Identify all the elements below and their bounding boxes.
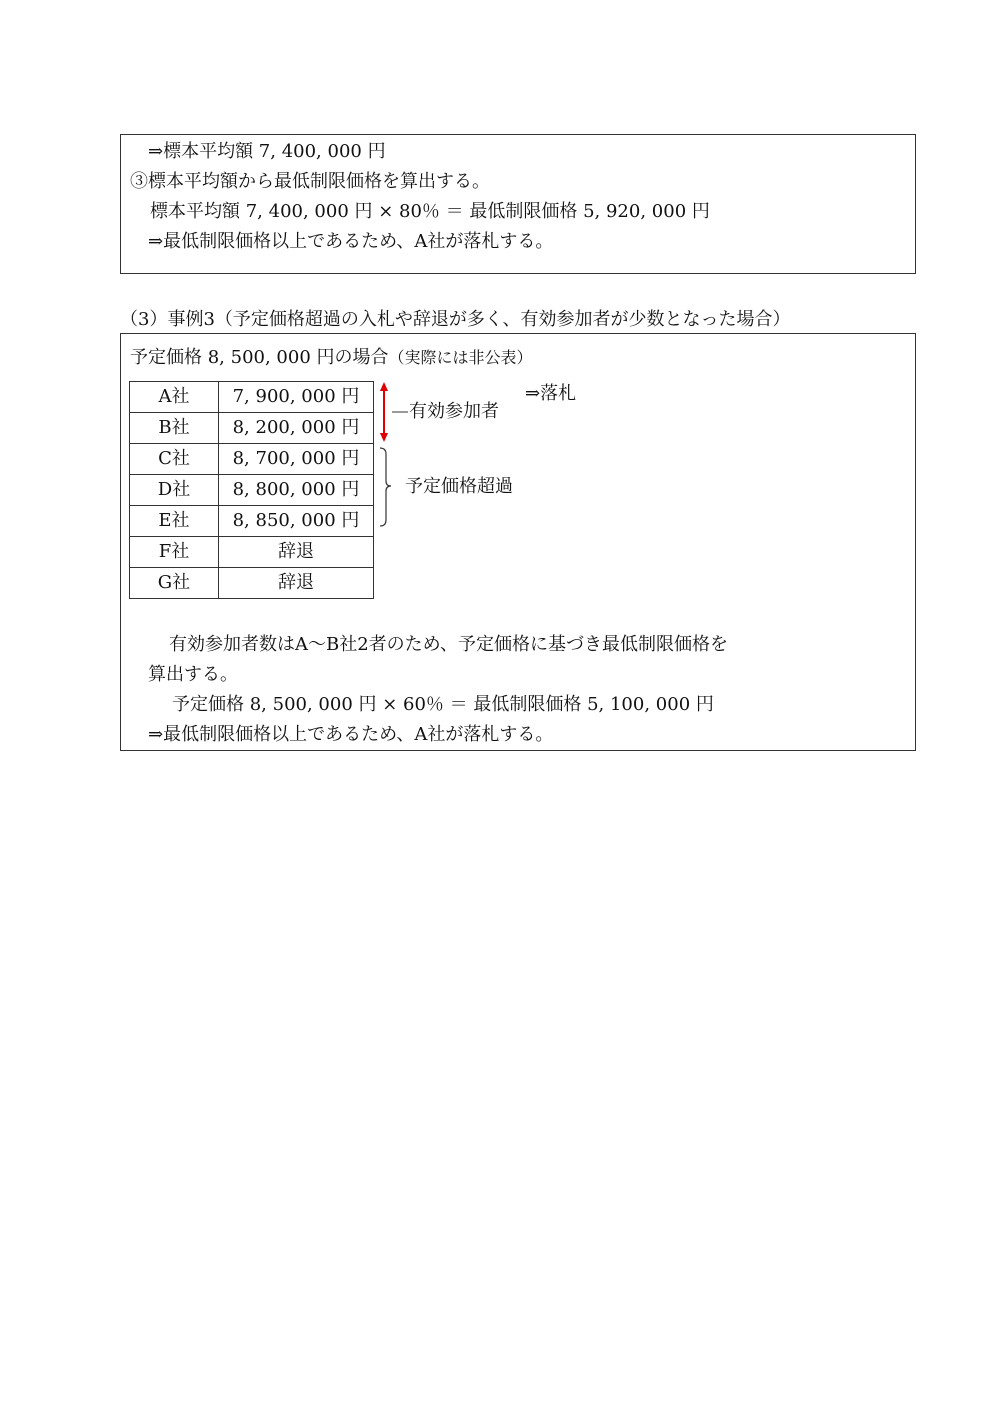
table-row: [130, 382, 374, 413]
table-row: [130, 506, 374, 537]
over-price-brace-icon: [380, 448, 391, 526]
annotation-graphics: [370, 378, 410, 538]
table-row: [130, 568, 374, 599]
bid-amount-cell: 辞退: [219, 568, 374, 599]
case3-heading: （3）事例3（予定価格超過の入札や辞退が多く、有効参加者が少数となった場合）: [120, 309, 791, 330]
bid-amount-cell: 8, 850, 000 円: [219, 506, 374, 537]
award-label: ⇒落札: [525, 383, 577, 404]
non-public-note: （実際には非公表）: [388, 348, 533, 367]
sample-average-result: ⇒標本平均額 7, 400, 000 円: [148, 141, 386, 162]
bid-amount-cell: 8, 800, 000 円: [219, 475, 374, 506]
valid-participants-arrow-icon: [380, 382, 388, 442]
company-cell: D社: [130, 475, 219, 506]
min-price-calculation-case3: 予定価格 8, 500, 000 円 × 60％ ＝ 最低制限価格 5, 100, 000 円: [172, 694, 714, 715]
company-cell: G社: [130, 568, 219, 599]
planned-price-text: 予定価格 8, 500, 000 円の場合: [130, 347, 389, 368]
bid-amount-cell: 辞退: [219, 537, 374, 568]
explanation-line1: 有効参加者数はA～B社2者のため、予定価格に基づき最低制限価格を: [169, 634, 728, 655]
valid-participants-label: 有効参加者: [409, 401, 499, 422]
bid-table: [129, 381, 374, 599]
bid-amount-cell: 8, 200, 000 円: [219, 413, 374, 444]
table-row: [130, 413, 374, 444]
table-row: [130, 444, 374, 475]
award-result-case3: ⇒最低制限価格以上であるため、A社が落札する。: [148, 724, 554, 745]
bid-amount-cell: 7, 900, 000 円: [219, 382, 374, 413]
company-cell: F社: [130, 537, 219, 568]
company-cell: B社: [130, 413, 219, 444]
over-price-label: 予定価格超過: [405, 476, 513, 497]
company-cell: A社: [130, 382, 219, 413]
table-row: [130, 537, 374, 568]
table-row: [130, 475, 374, 506]
company-cell: E社: [130, 506, 219, 537]
award-result: ⇒最低制限価格以上であるため、A社が落札する。: [148, 231, 554, 252]
min-price-calculation: 標本平均額 7, 400, 000 円 × 80％ ＝ 最低制限価格 5, 920, 000 円: [150, 201, 710, 222]
explanation-line2: 算出する。: [148, 664, 238, 685]
step3-heading: ③標本平均額から最低制限価格を算出する。: [130, 171, 490, 192]
company-cell: C社: [130, 444, 219, 475]
bid-amount-cell: 8, 700, 000 円: [219, 444, 374, 475]
planned-price-intro: [130, 346, 533, 370]
